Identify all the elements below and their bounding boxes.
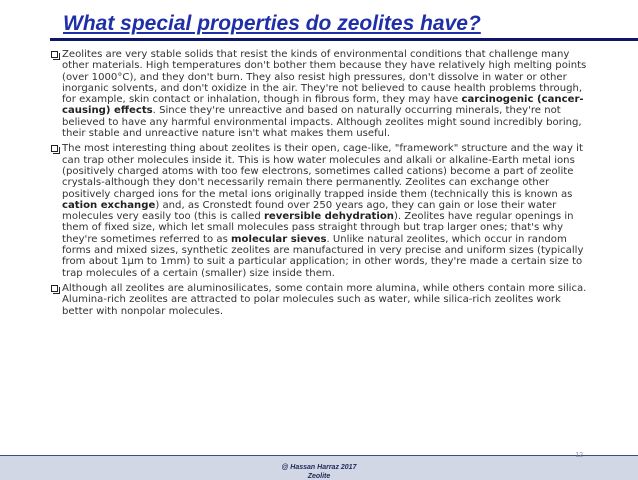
slide-body: [50, 49, 590, 321]
checkbox-bullet-icon: [51, 51, 58, 58]
bold-term: cation exchange: [62, 199, 156, 211]
paragraph-text: Zeolites are very stable solids that resist the kinds of environmental conditions that challenge many other materials. High temperatures don't bother them because they have relatively high melting points (over 1000°C), and they don't burn. They also resist high pressures, don't dissolve in water or other inorganic solvents, and don't oxidize in the air. They're not believed to cause health problems through, for example, skin contact or inhalation, though in fibrous form, they may have: [62, 49, 587, 106]
paragraph-text: ) and, as Cronstedt found over 250 years ago, they can gain or lose their water molecules very easily too (this is called: [62, 199, 557, 223]
footer-topic: Zeolite: [307, 473, 331, 480]
checkbox-bullet-icon: [51, 285, 58, 292]
slide-title: What special properties do zeolites have?: [63, 12, 481, 35]
paragraph-text: . Unlike natural zeolites, which occur in random forms and mixed sizes, synthetic zeolites are manufactured in very precise and uniform sizes (typically from about 1μm to 1mm) to suit a particular application; in other words, they're made a certain size to trap molecules of a certain (smaller) size inside them.: [62, 233, 584, 279]
paragraph-text: . Since they're unreactive and based on naturally occurring minerals, they're not believed to have any harmful environmental impacts. Although zeolites might sound incredibly boring, their stable and unreactive nature isn't what makes them useful.: [62, 105, 582, 140]
bold-term: reversible dehydration: [263, 211, 394, 223]
checkbox-bullet-icon: [51, 145, 58, 152]
title-underline-bar: [50, 38, 638, 41]
footer-credit: @ Hassan Harraz 2017: [281, 464, 357, 471]
bold-term: molecular sieves: [231, 233, 327, 245]
page-number: 12: [575, 452, 583, 459]
bullet-paragraph-2: [50, 143, 590, 279]
bold-term: carcinogenic (cancer-causing) effects: [62, 94, 584, 117]
bullet-paragraph-3: [50, 283, 590, 317]
paragraph-text: Although all zeolites are aluminosilicates, some contain more alumina, while others contain more silica. Alumina-rich zeolites are attracted to polar molecules such as water, while silica-rich zeolites work better with nonpolar molecules.: [62, 282, 587, 317]
bullet-paragraph-1: [50, 49, 590, 139]
paragraph-text: ). Zeolites have regular openings in them of fixed size, which let small molecules pass straight through but trap larger ones; that's why they're sometimes referred to as: [62, 211, 574, 245]
paragraph-text: The most interesting thing about zeolites is their open, cage-like, "framework" structure and the way it can trap other molecules inside it. This is how water molecules and alkali or alkaline-Earth metal ions (positively charged atoms with too few electrons, sometimes called cations) become a part of zeolite crystals-although they don't necessarily remain there permanently. Zeolites can exchange other positively charged ions for the metal ions originally trapped inside them (technically this is known as: [62, 143, 583, 200]
slide-footer: [0, 452, 638, 480]
